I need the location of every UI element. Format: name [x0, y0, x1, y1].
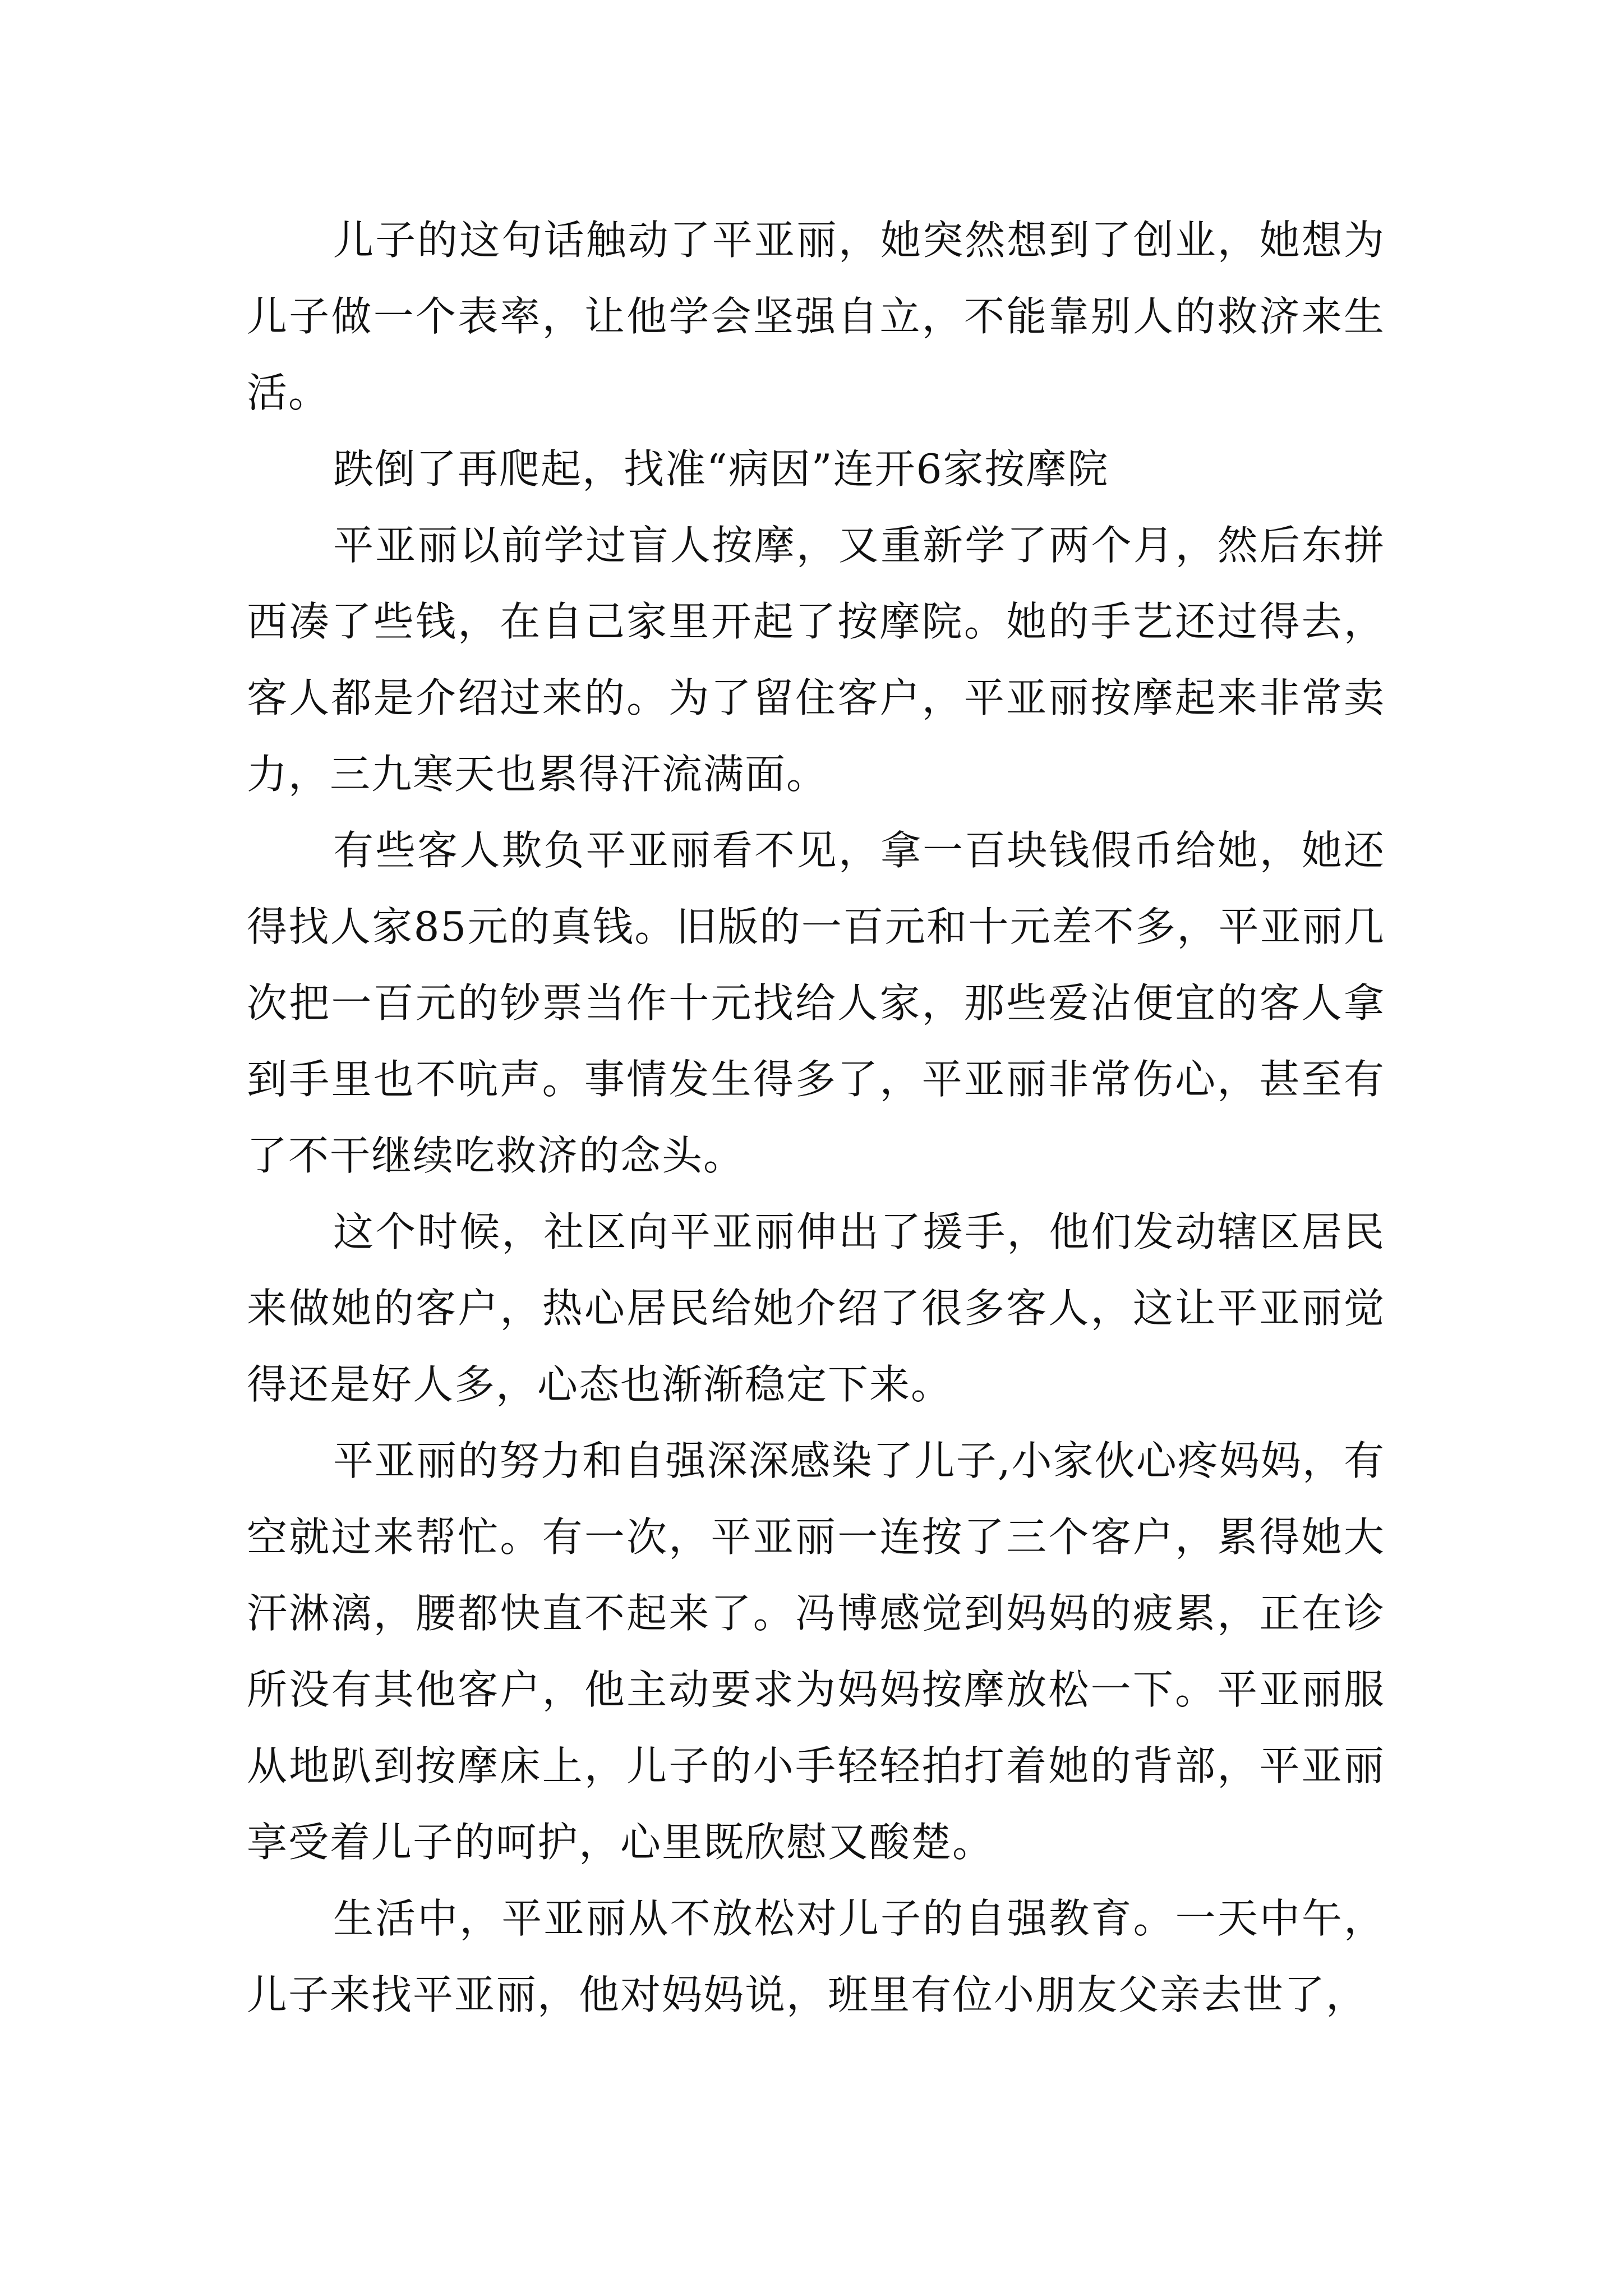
section-heading: 跌倒了再爬起，找准“病因”连开6家按摩院 — [333, 445, 1109, 493]
paragraph-4: 这个时候，社区向平亚丽伸出了援手，他们发动辖区居民来做她的客户，热心居民给她介绍了很多客人，这让平亚丽觉得还是好人多，心态也渐渐稳定下来。 — [247, 1208, 1385, 1408]
paragraph-6: 生活中，平亚丽从不放松对儿子的自强教育。一天中午，儿子来找平亚丽，他对妈妈说，班里有位小朋友父亲去世了， — [247, 1895, 1385, 2018]
paragraph-2: 平亚丽以前学过盲人按摩，又重新学了两个月，然后东拼西凑了些钱，在自己家里开起了按摩院。她的手艺还过得去，客人都是介绍过来的。为了留住客户，平亚丽按摩起来非常卖力，三九寒天也累得汗流满面。 — [247, 522, 1385, 798]
body-text — [247, 202, 1385, 2033]
paragraph-3: 有些客人欺负平亚丽看不见，拿一百块钱假币给她，她还得找人家85元的真钱。旧版的一百元和十元差不多，平亚丽几次把一百元的钞票当作十元找给人家，那些爱沾便宜的客人拿到手里也不吭声。事情发生得多了，平亚丽非常伤心，甚至有了不干继续吃救济的念头。 — [247, 827, 1385, 1179]
paragraph-5: 平亚丽的努力和自强深深感染了儿子,小家伙心疼妈妈，有空就过来帮忙。有一次，平亚丽一连按了三个客户，累得她大汗淋漓，腰都快直不起来了。冯博感觉到妈妈的疲累，正在诊所没有其他客户，他主动要求为妈妈按摩放松一下。平亚丽服从地趴到按摩床上，儿子的小手轻轻拍打着她的背部，平亚丽享受着儿子的呵护，心里既欣慰又酸楚。 — [247, 1437, 1385, 1866]
paragraph-1: 儿子的这句话触动了平亚丽，她突然想到了创业，她想为儿子做一个表率，让他学会坚强自立，不能靠别人的救济来生活。 — [247, 217, 1385, 416]
